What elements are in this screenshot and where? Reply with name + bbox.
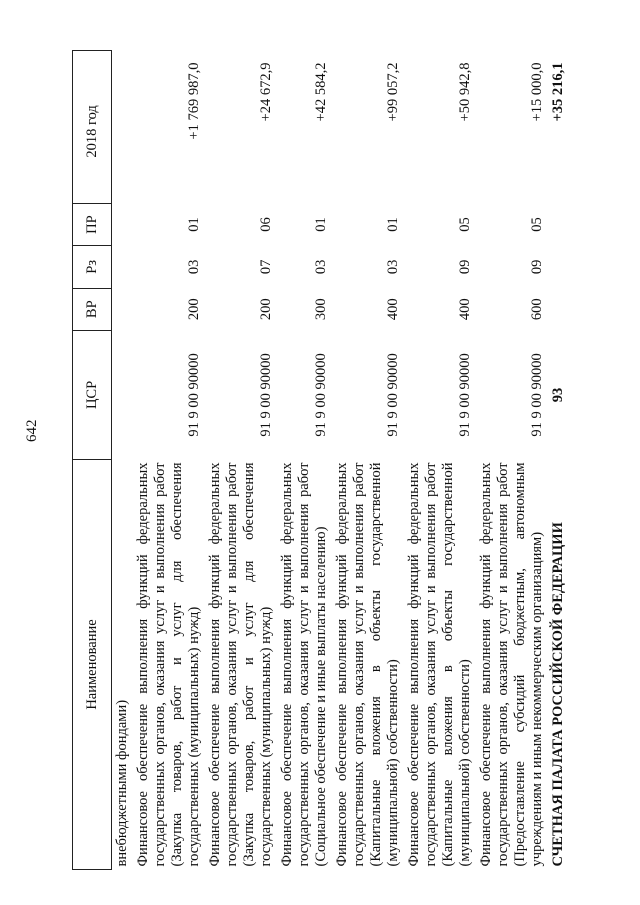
header-vr: ВР bbox=[73, 288, 112, 330]
row-rz bbox=[112, 246, 134, 288]
row-pr bbox=[112, 203, 134, 245]
header-rz: Рз bbox=[73, 246, 112, 288]
table-row bbox=[404, 51, 476, 870]
page-number: 642 bbox=[24, 419, 40, 442]
row-name: Финансовое обеспечение выполнения функций федеральных государственных органов, оказания услуг и выполнения работ (Капитальные вложения в объекты государственной (муниципальной) собственности) bbox=[334, 462, 401, 867]
row-vr: 300 bbox=[313, 298, 329, 321]
table-row bbox=[133, 51, 205, 870]
row-value: +35 216,1 bbox=[550, 62, 566, 122]
row-csr: 91 9 00 90000 bbox=[457, 353, 473, 437]
table-header bbox=[73, 51, 112, 870]
row-csr: 91 9 00 90000 bbox=[258, 353, 274, 437]
row-pr: 01 bbox=[313, 217, 329, 232]
row-csr bbox=[112, 330, 134, 459]
row-csr: 91 9 00 90000 bbox=[385, 353, 401, 437]
row-csr: 93 bbox=[550, 387, 566, 403]
row-name: Финансовое обеспечение выполнения функций федеральных государственных органов, оказания услуг и выполнения работ (Капитальные вложения в объекты государственной (муниципальной) собственности) bbox=[406, 462, 473, 867]
row-vr: 200 bbox=[186, 298, 202, 321]
header-pr: ПР bbox=[73, 203, 112, 245]
row-pr: 05 bbox=[529, 217, 545, 232]
row-value: +50 942,8 bbox=[457, 62, 473, 122]
row-pr: 05 bbox=[457, 217, 473, 232]
header-year: 2018 год bbox=[73, 51, 112, 204]
table-body bbox=[112, 51, 570, 870]
row-rz: 03 bbox=[313, 259, 329, 275]
row-value: +15 000,0 bbox=[529, 62, 545, 122]
row-value: +24 672,9 bbox=[258, 62, 274, 122]
row-name: Финансовое обеспечение выполнения функций федеральных государственных органов, оказания услуг и выполнения работ (Предоставление субсидий бюджетным, автономным учреждениям и иным некоммерческим организациям) bbox=[478, 462, 545, 867]
row-rz: 09 bbox=[529, 259, 545, 275]
row-vr: 400 bbox=[457, 298, 473, 321]
budget-table bbox=[72, 50, 569, 870]
row-vr bbox=[548, 288, 569, 330]
row-rz: 03 bbox=[385, 259, 401, 275]
table-row bbox=[277, 51, 332, 870]
row-rz: 03 bbox=[186, 259, 202, 275]
row-vr: 200 bbox=[258, 298, 274, 321]
row-name: Финансовое обеспечение выполнения функций федеральных государственных органов, оказания услуг и выполнения работ (Закупка товаров, работ и услуг для обеспечения государственных (муниципальных) нужд) bbox=[207, 462, 274, 867]
header-name: Наименование bbox=[73, 459, 112, 869]
row-rz: 07 bbox=[258, 259, 274, 275]
row-rz: 09 bbox=[457, 259, 473, 275]
row-value: +99 057,2 bbox=[385, 62, 401, 122]
row-value: +1 769 987,0 bbox=[186, 62, 202, 140]
row-vr: 600 bbox=[529, 298, 545, 321]
row-name: внебюджетными фондами) bbox=[114, 699, 130, 867]
row-pr: 01 bbox=[186, 217, 202, 232]
table-row bbox=[548, 51, 569, 870]
row-rz bbox=[548, 246, 569, 288]
row-pr bbox=[548, 203, 569, 245]
row-value bbox=[112, 51, 134, 204]
row-csr: 91 9 00 90000 bbox=[529, 353, 545, 437]
row-csr: 91 9 00 90000 bbox=[313, 353, 329, 437]
table-row bbox=[205, 51, 277, 870]
table-row bbox=[476, 51, 548, 870]
table-row bbox=[332, 51, 404, 870]
row-value: +42 584,2 bbox=[313, 62, 329, 122]
row-csr: 91 9 00 90000 bbox=[186, 353, 202, 437]
header-csr: ЦСР bbox=[73, 330, 112, 459]
row-name: Финансовое обеспечение выполнения функций федеральных государственных органов, оказания услуг и выполнения работ (Закупка товаров, работ и услуг для обеспечения государственных (муниципальных) нужд) bbox=[135, 462, 202, 867]
row-name: СЧЕТНАЯ ПАЛАТА РОССИЙСКОЙ ФЕДЕРАЦИИ bbox=[550, 522, 566, 867]
row-vr: 400 bbox=[385, 298, 401, 321]
table-row bbox=[112, 51, 134, 870]
row-pr: 01 bbox=[385, 217, 401, 232]
row-pr: 06 bbox=[258, 217, 274, 232]
row-name: Финансовое обеспечение выполнения функций федеральных государственных органов, оказания услуг и выполнения работ (Социальное обеспечение и иные выплаты населению) bbox=[279, 462, 329, 867]
row-vr bbox=[112, 288, 134, 330]
